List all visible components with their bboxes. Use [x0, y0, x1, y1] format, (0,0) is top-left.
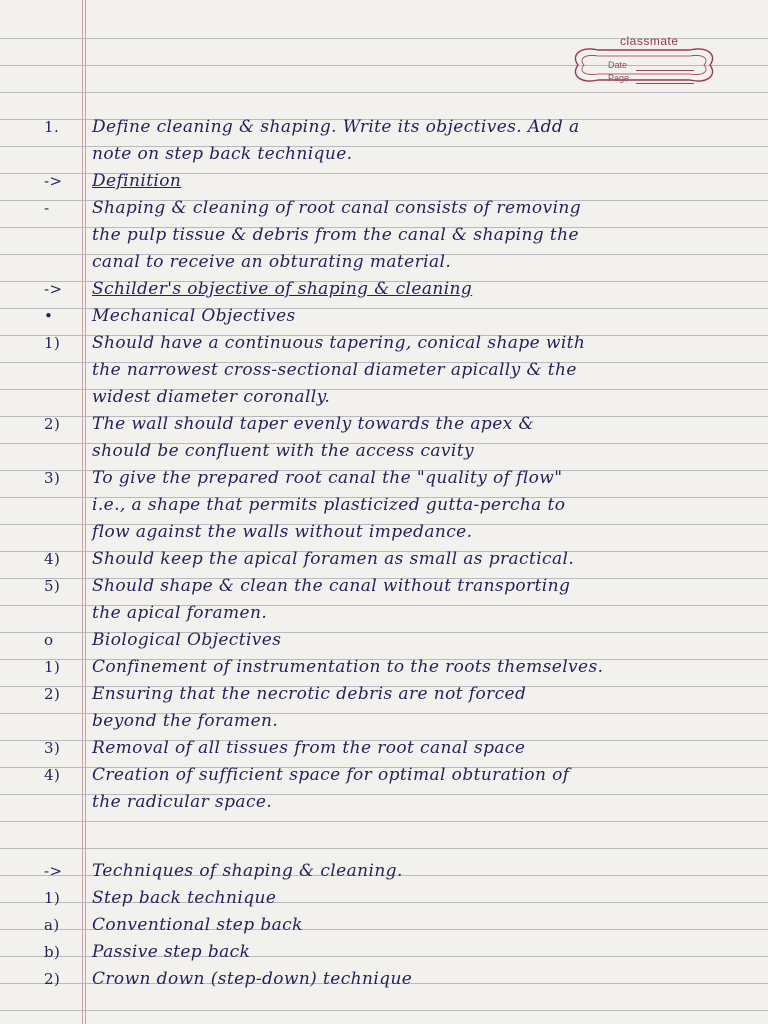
arrow-marker: -> — [44, 862, 63, 880]
mechanical-item: Should keep the apical foramen as small as practical. — [92, 549, 575, 569]
item-number: 2) — [44, 415, 61, 433]
biological-item: beyond the foramen. — [92, 711, 279, 731]
definition-line: the pulp tissue & debris from the canal & shaping the — [92, 225, 579, 245]
biological-item: Confinement of instrumentation to the roots themselves. — [92, 657, 604, 677]
item-number: b) — [44, 943, 61, 961]
item-number: 3) — [44, 469, 61, 487]
date-label: Date — [608, 60, 628, 70]
definition-line: Shaping & cleaning of root canal consists of removing — [92, 198, 582, 218]
biological-item: Creation of sufficient space for optimal obturation of — [92, 765, 570, 785]
item-number: 5) — [44, 577, 61, 595]
arrow-marker: -> — [44, 280, 63, 298]
item-number: 4) — [44, 550, 61, 568]
mechanical-item: widest diameter coronally. — [92, 387, 331, 407]
mechanical-heading: Mechanical Objectives — [92, 306, 296, 326]
biological-item: Removal of all tissues from the root canal space — [92, 738, 526, 758]
page-line — [636, 83, 694, 84]
mechanical-item: flow against the walls without impedance. — [92, 522, 473, 542]
item-number: 1) — [44, 889, 61, 907]
schilder-heading: Schilder's objective of shaping & cleaning — [92, 279, 473, 299]
bullet-marker: • — [44, 307, 54, 325]
question-line: Define cleaning & shaping. Write its objectives. Add a — [92, 117, 580, 137]
item-number: 3) — [44, 739, 61, 757]
item-number: 4) — [44, 766, 61, 784]
mechanical-item: i.e., a shape that permits plasticized gutta-percha to — [92, 495, 566, 515]
technique-item: Step back technique — [92, 888, 277, 908]
technique-item: Passive step back — [92, 942, 251, 962]
margin-line — [82, 0, 83, 1024]
item-number: a) — [44, 916, 60, 934]
item-number: 2) — [44, 685, 61, 703]
question-line: note on step back technique. — [92, 144, 353, 164]
bullet-marker: o — [44, 631, 54, 649]
mechanical-item: Should shape & clean the canal without transporting — [92, 576, 571, 596]
item-number: 1) — [44, 334, 61, 352]
mechanical-item: should be confluent with the access cavity — [92, 441, 474, 461]
page-label: Page — [608, 73, 630, 83]
item-number: 1) — [44, 658, 61, 676]
dash-marker: - — [44, 199, 50, 217]
definition-heading: Definition — [92, 171, 182, 191]
biological-item: the radicular space. — [92, 792, 273, 812]
techniques-heading: Techniques of shaping & cleaning. — [92, 861, 403, 881]
mechanical-item: the apical foramen. — [92, 603, 268, 623]
technique-item: Conventional step back — [92, 915, 303, 935]
biological-item: Ensuring that the necrotic debris are not forced — [92, 684, 527, 704]
mechanical-item: Should have a continuous tapering, conical shape with — [92, 333, 586, 353]
definition-line: canal to receive an obturating material. — [92, 252, 452, 272]
margin-line-inner — [85, 0, 86, 1024]
item-number: 2) — [44, 970, 61, 988]
question-number: 1. — [44, 118, 60, 136]
brand-logo: classmate — [620, 34, 679, 48]
mechanical-item: To give the prepared root canal the "quality of flow" — [92, 468, 563, 488]
arrow-marker: -> — [44, 172, 63, 190]
date-line — [636, 70, 694, 71]
technique-item: Crown down (step-down) technique — [92, 969, 413, 989]
biological-heading: Biological Objectives — [92, 630, 282, 650]
mechanical-item: the narrowest cross-sectional diameter apically & the — [92, 360, 577, 380]
mechanical-item: The wall should taper evenly towards the apex & — [92, 414, 534, 434]
